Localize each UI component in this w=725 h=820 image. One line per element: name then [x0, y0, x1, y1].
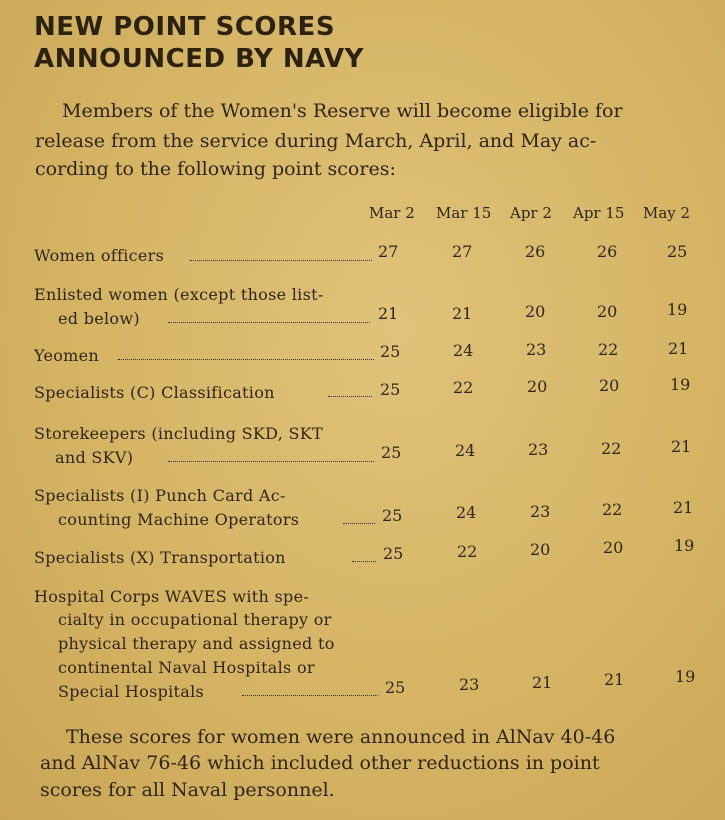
intro-line-2: release from the service during March, April, and May ac- — [35, 130, 597, 152]
row-label-hospital-corps-line-2: cialty in occupational therapy or — [58, 610, 332, 629]
score-specialists-x-apr-2: 20 — [530, 540, 551, 559]
dotted-leader — [352, 561, 376, 562]
score-hospital-corps-mar-2: 25 — [385, 678, 406, 697]
score-enlisted-women-mar-15: 21 — [452, 304, 473, 323]
row-label-enlisted-women-line-1: Enlisted women (except those list- — [34, 285, 324, 304]
score-women-officers-apr-15: 26 — [597, 242, 618, 261]
score-specialists-i-mar-2: 25 — [382, 506, 403, 525]
footer-line-1: These scores for women were announced in AlNav 40-46 — [66, 726, 616, 748]
score-specialists-x-mar-2: 25 — [383, 544, 404, 563]
score-storekeepers-may-2: 21 — [671, 437, 692, 456]
score-storekeepers-apr-2: 23 — [528, 440, 549, 459]
dotted-leader — [118, 359, 374, 360]
score-yeomen-may-2: 21 — [668, 339, 689, 358]
row-label-hospital-corps-line-1: Hospital Corps WAVES with spe- — [34, 587, 310, 606]
intro-line-3: cording to the following point scores: — [35, 158, 396, 180]
score-yeomen-apr-2: 23 — [526, 340, 547, 359]
row-label-specialists-i-line-1: Specialists (I) Punch Card Ac- — [34, 486, 286, 505]
column-header-mar-15: Mar 15 — [436, 204, 492, 222]
footer-line-2: and AlNav 76-46 which included other reductions in point — [40, 752, 600, 774]
column-header-may-2: May 2 — [643, 204, 691, 222]
dotted-leader — [190, 260, 372, 261]
column-header-apr-15: Apr 15 — [573, 204, 625, 222]
score-enlisted-women-apr-15: 20 — [597, 302, 618, 321]
headline-line-2: ANNOUNCED BY NAVY — [34, 44, 364, 74]
row-label-specialists-x: Specialists (X) Transportation — [34, 548, 286, 567]
score-specialists-x-may-2: 19 — [674, 536, 695, 555]
score-storekeepers-apr-15: 22 — [601, 439, 622, 458]
score-women-officers-may-2: 25 — [667, 242, 688, 261]
row-label-hospital-corps-line-4: continental Naval Hospitals or — [58, 658, 315, 677]
row-label-storekeepers-line-1: Storekeepers (including SKD, SKT — [34, 424, 323, 443]
score-specialists-x-mar-15: 22 — [457, 542, 478, 561]
score-yeomen-mar-15: 24 — [453, 341, 474, 360]
score-specialists-i-may-2: 21 — [673, 498, 694, 517]
headline-line-1: NEW POINT SCORES — [34, 12, 336, 42]
score-enlisted-women-mar-2: 21 — [378, 304, 399, 323]
score-women-officers-mar-2: 27 — [378, 242, 399, 261]
score-women-officers-mar-15: 27 — [452, 242, 473, 261]
score-specialists-i-mar-15: 24 — [456, 503, 477, 522]
score-specialists-c-apr-15: 20 — [599, 376, 620, 395]
row-label-hospital-corps-line-5: Special Hospitals — [58, 682, 205, 701]
score-specialists-c-may-2: 19 — [670, 375, 691, 394]
footer-line-3: scores for all Naval personnel. — [40, 779, 335, 801]
score-yeomen-apr-15: 22 — [598, 340, 619, 359]
row-label-enlisted-women-line-2: ed below) — [58, 309, 140, 328]
score-storekeepers-mar-2: 25 — [381, 443, 402, 462]
score-specialists-x-apr-15: 20 — [603, 538, 624, 557]
row-label-yeomen: Yeomen — [34, 346, 100, 365]
score-specialists-i-apr-2: 23 — [530, 502, 551, 521]
row-label-storekeepers-line-2: and SKV) — [55, 448, 134, 467]
column-header-apr-2: Apr 2 — [510, 204, 552, 222]
dotted-leader — [168, 461, 374, 462]
score-hospital-corps-mar-15: 23 — [459, 675, 480, 694]
score-specialists-c-mar-15: 22 — [453, 378, 474, 397]
dotted-leader — [168, 322, 370, 323]
score-hospital-corps-apr-15: 21 — [604, 670, 625, 689]
dotted-leader — [343, 523, 375, 524]
dotted-leader — [328, 396, 372, 397]
intro-line-1: Members of the Women's Reserve will become eligible for — [62, 100, 623, 122]
score-specialists-i-apr-15: 22 — [602, 500, 623, 519]
row-label-specialists-c: Specialists (C) Classification — [34, 383, 275, 402]
score-storekeepers-mar-15: 24 — [455, 441, 476, 460]
score-enlisted-women-may-2: 19 — [667, 300, 688, 319]
score-yeomen-mar-2: 25 — [380, 342, 401, 361]
score-hospital-corps-apr-2: 21 — [532, 673, 553, 692]
row-label-hospital-corps-line-3: physical therapy and assigned to — [58, 634, 335, 653]
dotted-leader — [242, 695, 378, 696]
row-label-specialists-i-line-2: counting Machine Operators — [58, 510, 300, 529]
score-women-officers-apr-2: 26 — [525, 242, 546, 261]
column-header-mar-2: Mar 2 — [369, 204, 415, 222]
score-hospital-corps-may-2: 19 — [675, 667, 696, 686]
score-specialists-c-apr-2: 20 — [527, 377, 548, 396]
score-specialists-c-mar-2: 25 — [380, 380, 401, 399]
score-enlisted-women-apr-2: 20 — [525, 302, 546, 321]
row-label-women-officers: Women officers — [34, 246, 165, 265]
